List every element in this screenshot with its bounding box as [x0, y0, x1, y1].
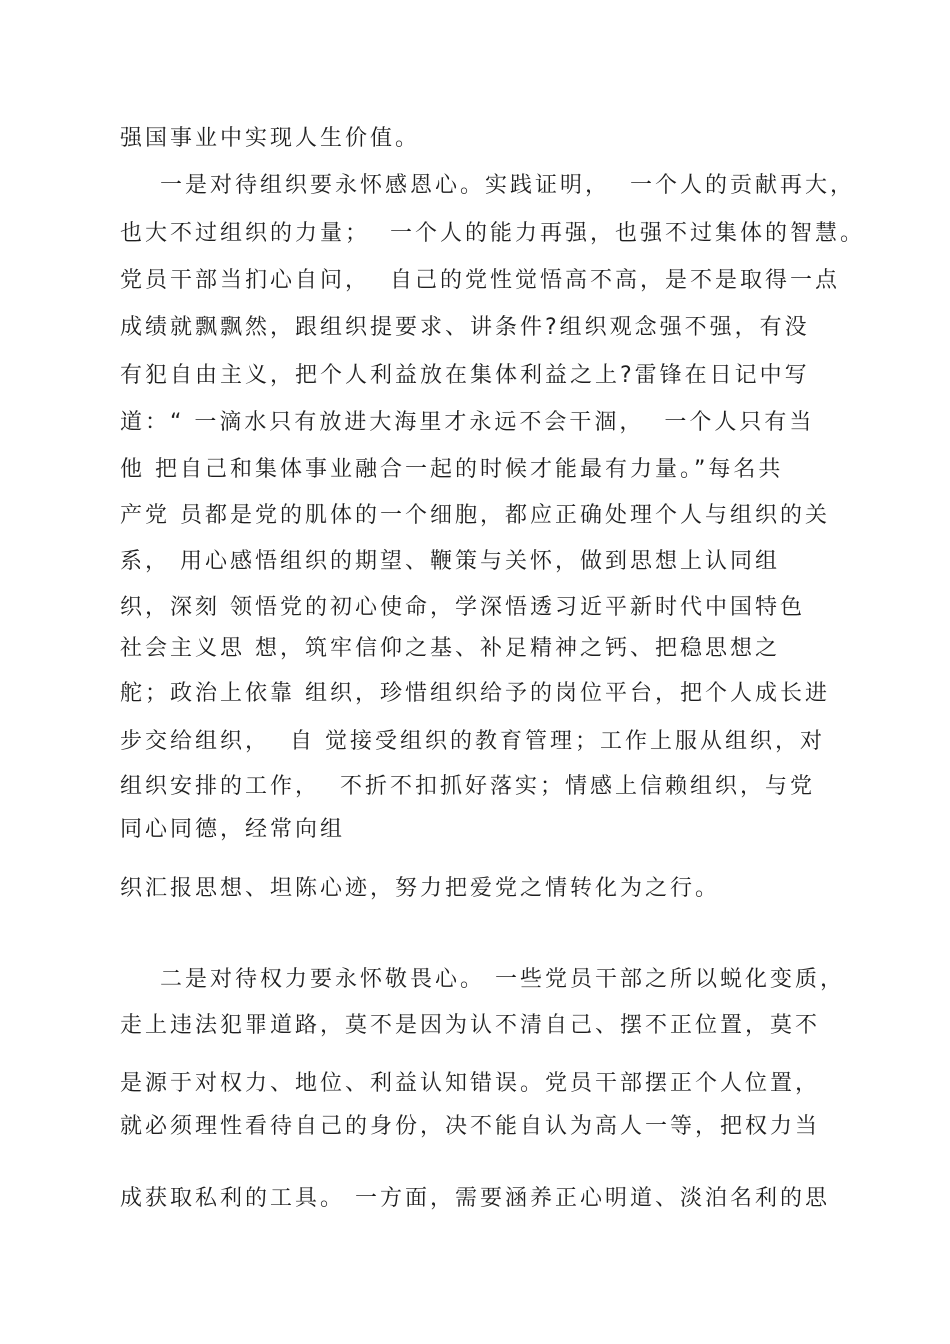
paragraph-1-line: 同心同德，经常向组: [120, 817, 346, 842]
text-line: 强国事业中实现人生价值。: [120, 126, 421, 151]
paragraph-2-line: 二是对待权力要永怀敬畏心。 一些党员干部之所以蜕化变质，: [120, 967, 845, 992]
paragraph-1-line: 舵；政治上依靠 组织，珍惜组织给予的岗位平台，把个人成长进: [120, 681, 830, 706]
paragraph-1-line: 组织安排的工作， 不折不扣抓好落实；情感上信赖组织，与党: [120, 774, 815, 799]
paragraph-1-line: 成绩就飘飘然，跟组织提要求、讲条件?组织观念强不强，有没: [120, 315, 810, 340]
paragraph-1-line: 步交给组织， 自 觉接受组织的教育管理；工作上服从组织，对: [120, 729, 825, 754]
paragraph-1-line: 织，深刻 领悟党的初心使命，学深悟透习近平新时代中国特色: [120, 595, 805, 620]
paragraph-1-line: 也大不过组织的力量； 一个人的能力再强，也强不过集体的智慧。: [120, 221, 865, 246]
paragraph-2-line: 走上违法犯罪道路，莫不是因为认不清自己、摆不正位置，莫不: [120, 1013, 821, 1038]
paragraph-1-line: 社会主义思 想，筑牢信仰之基、补足精神之钙、把稳思想之: [120, 636, 780, 661]
paragraph-1-line: 织汇报思想、坦陈心迹，努力把爱党之情转化为之行。: [120, 876, 721, 901]
paragraph-1-line: 有犯自由主义，把个人利益放在集体利益之上?雷锋在日记中写: [120, 363, 810, 388]
paragraph-1-line: 党员干部当扪心自问， 自己的党性觉悟高不高，是不是取得一点: [120, 268, 840, 293]
paragraph-2-line: 成获取私利的工具。 一方面，需要涵养正心明道、淡泊名利的思: [120, 1186, 830, 1211]
paragraph-2-line: 是源于对权力、地位、利益认知错误。党员干部摆正个人位置，: [120, 1071, 821, 1096]
paragraph-1-line: 一是对待组织要永怀感恩心。实践证明， 一个人的贡献再大，: [120, 173, 855, 198]
paragraph-2-line: 就必须理性看待自己的身份，决不能自认为高人一等，把权力当: [120, 1114, 821, 1139]
paragraph-1-line: 道：“ 一滴水只有放进大海里才永远不会干涸， 一个人只有当: [120, 410, 815, 435]
paragraph-1-line: 系， 用心感悟组织的期望、鞭策与关怀，做到思想上认同组: [120, 549, 780, 574]
paragraph-1-line: 产党 员都是党的肌体的一个细胞，都应正确处理个人与组织的关: [120, 503, 830, 528]
paragraph-1-line: 他 把自己和集体事业融合一起的时候才能最有力量。”每名共: [120, 457, 784, 482]
